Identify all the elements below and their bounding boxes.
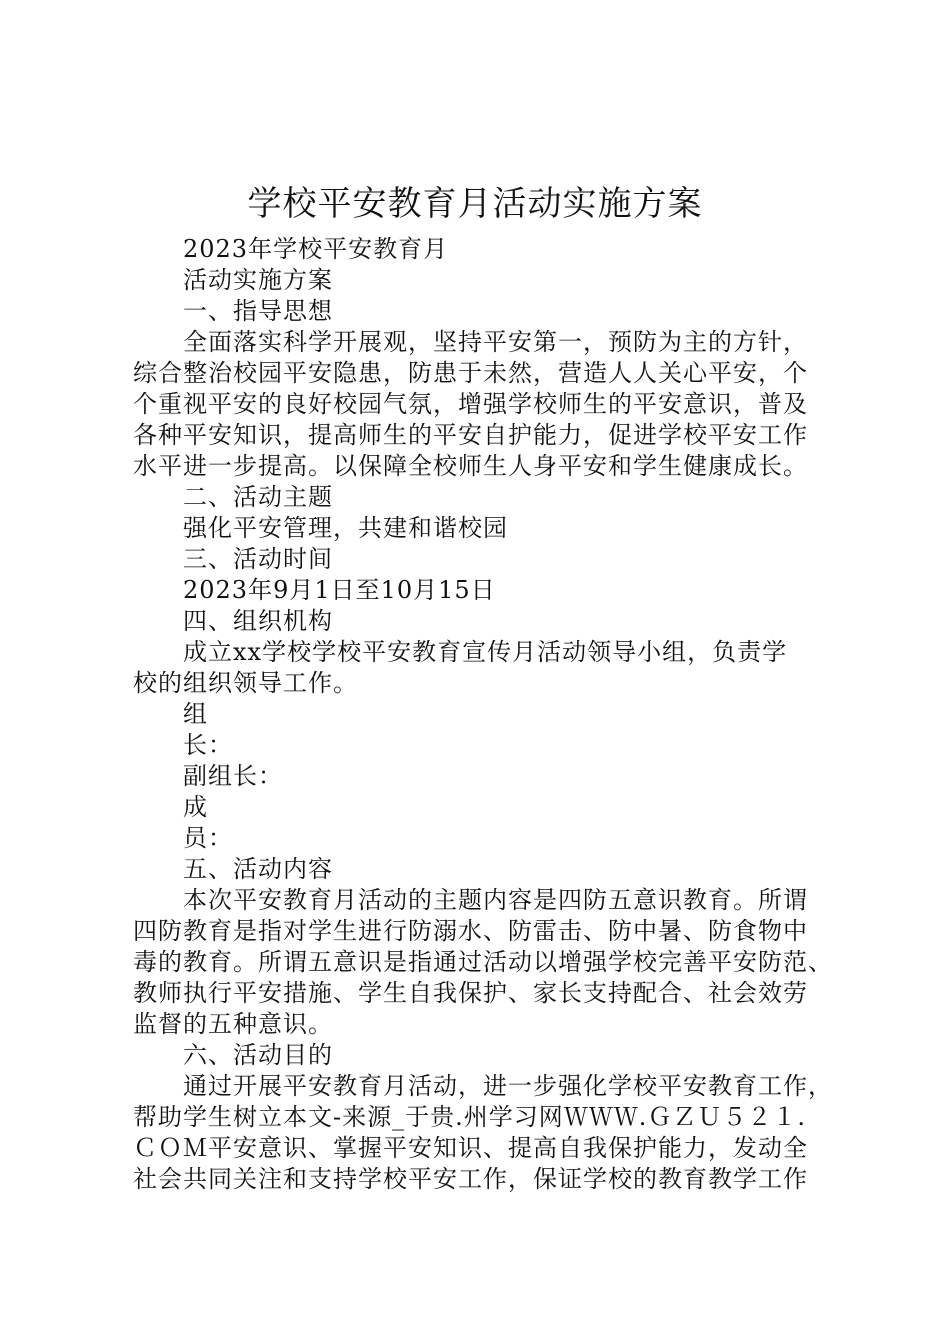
section-heading-purpose: 六、活动目的	[183, 1041, 333, 1069]
paragraph-line: ＣＯＭ平安意识、掌握平安知识、提高自我保护能力，发动全	[133, 1134, 808, 1162]
paragraph-line: 社会共同关注和支持学校平安工作，保证学校的教育教学工作	[133, 1165, 808, 1193]
paragraph-line: 校的组织领导工作。	[133, 669, 358, 697]
paragraph-line: 毒的教育。所谓五意识是指通过活动以增强学校完善平安防范、	[133, 948, 833, 976]
section-heading-organization: 四、组织机构	[183, 607, 333, 635]
leader-label-part-2: 长：	[183, 731, 233, 759]
paragraph-line: 2023年9月1日至10月15日	[183, 576, 496, 604]
section-heading-guiding-thought: 一、指导思想	[183, 297, 333, 325]
paragraph-line: 四防教育是指对学生进行防溺水、防雷击、防中暑、防食物中	[133, 917, 808, 945]
document-title: 学校平安教育月活动实施方案	[247, 184, 703, 224]
leader-label-part-1: 组	[183, 700, 208, 728]
member-label-part-2: 员：	[183, 824, 233, 852]
subtitle-line-1: 2023年学校平安教育月	[183, 235, 449, 263]
paragraph-line: 各种平安知识，提高师生的平安自护能力，促进学校平安工作	[133, 421, 808, 449]
paragraph-line: 通过开展平安教育月活动，进一步强化学校平安教育工作，	[183, 1072, 833, 1100]
paragraph-line: 水平进一步提高。以保障全校师生人身平安和学生健康成长。	[133, 452, 808, 480]
section-heading-theme: 二、活动主题	[183, 483, 333, 511]
member-label-part-1: 成	[183, 793, 208, 821]
paragraph-line: 监督的五种意识。	[133, 1010, 333, 1038]
paragraph-line: 帮助学生树立本文-来源_于贵.州学习网ＷＷＷ.ＧＺＵ５２１.	[133, 1103, 806, 1131]
section-heading-time: 三、活动时间	[183, 545, 333, 573]
document-body	[133, 234, 833, 1195]
paragraph-line: 成立xx学校学校平安教育宣传月活动领导小组，负责学	[183, 638, 788, 666]
subtitle-line-2: 活动实施方案	[183, 266, 333, 294]
paragraph-line: 综合整治校园平安隐患，防患于未然，营造人人关心平安，个	[133, 359, 808, 387]
paragraph-line: 全面落实科学开展观，坚持平安第一，预防为主的方针，	[183, 328, 808, 356]
section-heading-content: 五、活动内容	[183, 855, 333, 883]
paragraph-line: 个重视平安的良好校园气氛，增强学校师生的平安意识，普及	[133, 390, 808, 418]
paragraph-line: 强化平安管理，共建和谐校园	[183, 514, 508, 542]
paragraph-line: 教师执行平安措施、学生自我保护、家长支持配合、社会效劳	[133, 979, 808, 1007]
paragraph-line: 本次平安教育月活动的主题内容是四防五意识教育。所谓	[183, 886, 808, 914]
deputy-leader-label: 副组长：	[183, 762, 283, 790]
